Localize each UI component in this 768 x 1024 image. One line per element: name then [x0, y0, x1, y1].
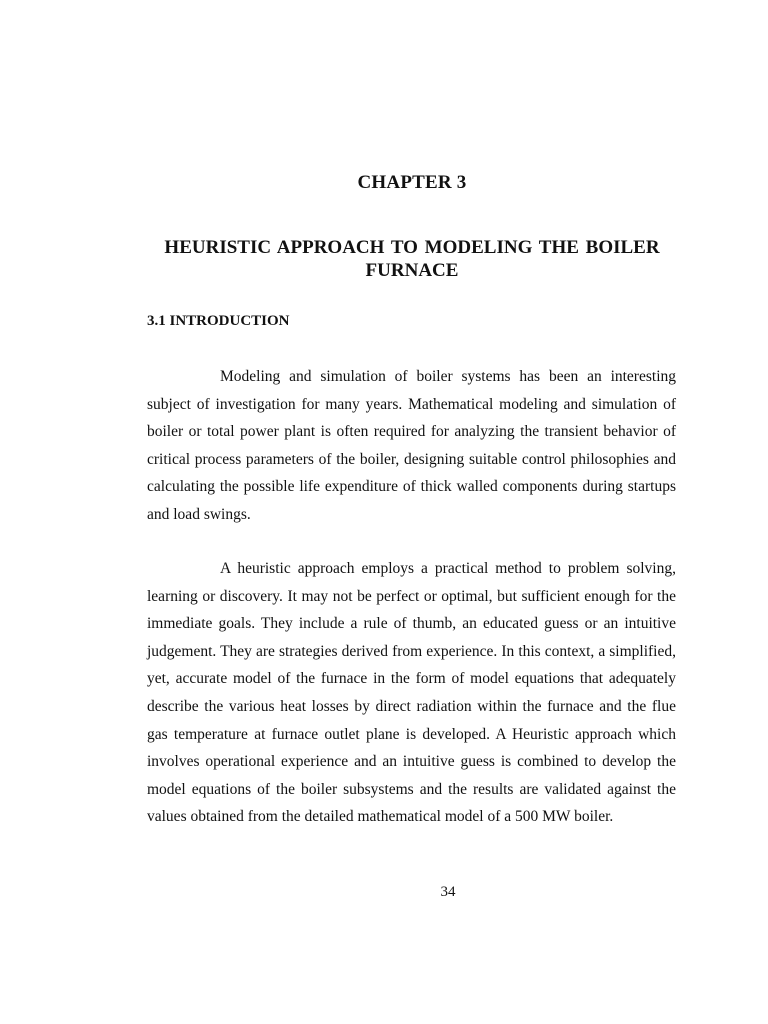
chapter-label: CHAPTER 3	[357, 172, 467, 193]
page-number: 34	[440, 884, 456, 900]
chapter-title: HEURISTIC APPROACH TO MODELING THE BOILER FURNACE	[164, 237, 660, 281]
paragraph-heuristic-approach: A heuristic approach employs a practical method to problem solving, learning or discovery. It may not be perfect or optimal, but sufficient enough for the immediate goals. They include a rule of thumb, an educated guess or an intuitive judgement. They are strategies derived from experience. In this context, a simplified, yet, accurate model of the furnace in the form of model equations that adequately describe the various heat losses by direct radiation within the furnace and the flue gas temperature at furnace outlet plane is developed. A Heuristic approach which involves operational experience and an intuitive guess is combined to develop the model equations of the boiler subsystems and the results are validated against the values obtained from the detailed mathematical model of a 500 MW boiler.	[147, 560, 676, 826]
section-heading: 3.1 INTRODUCTION	[147, 313, 290, 329]
paragraph-introduction: Modeling and simulation of boiler systems has been an interesting subject of investigation for many years. Mathematical modeling and simulation of boiler or total power plant is often required for analyzing the transient behavior of critical process parameters of the boiler, designing suitable control philosophies and calculating the possible life expenditure of thick walled components during startups and load swings.	[147, 368, 676, 523]
